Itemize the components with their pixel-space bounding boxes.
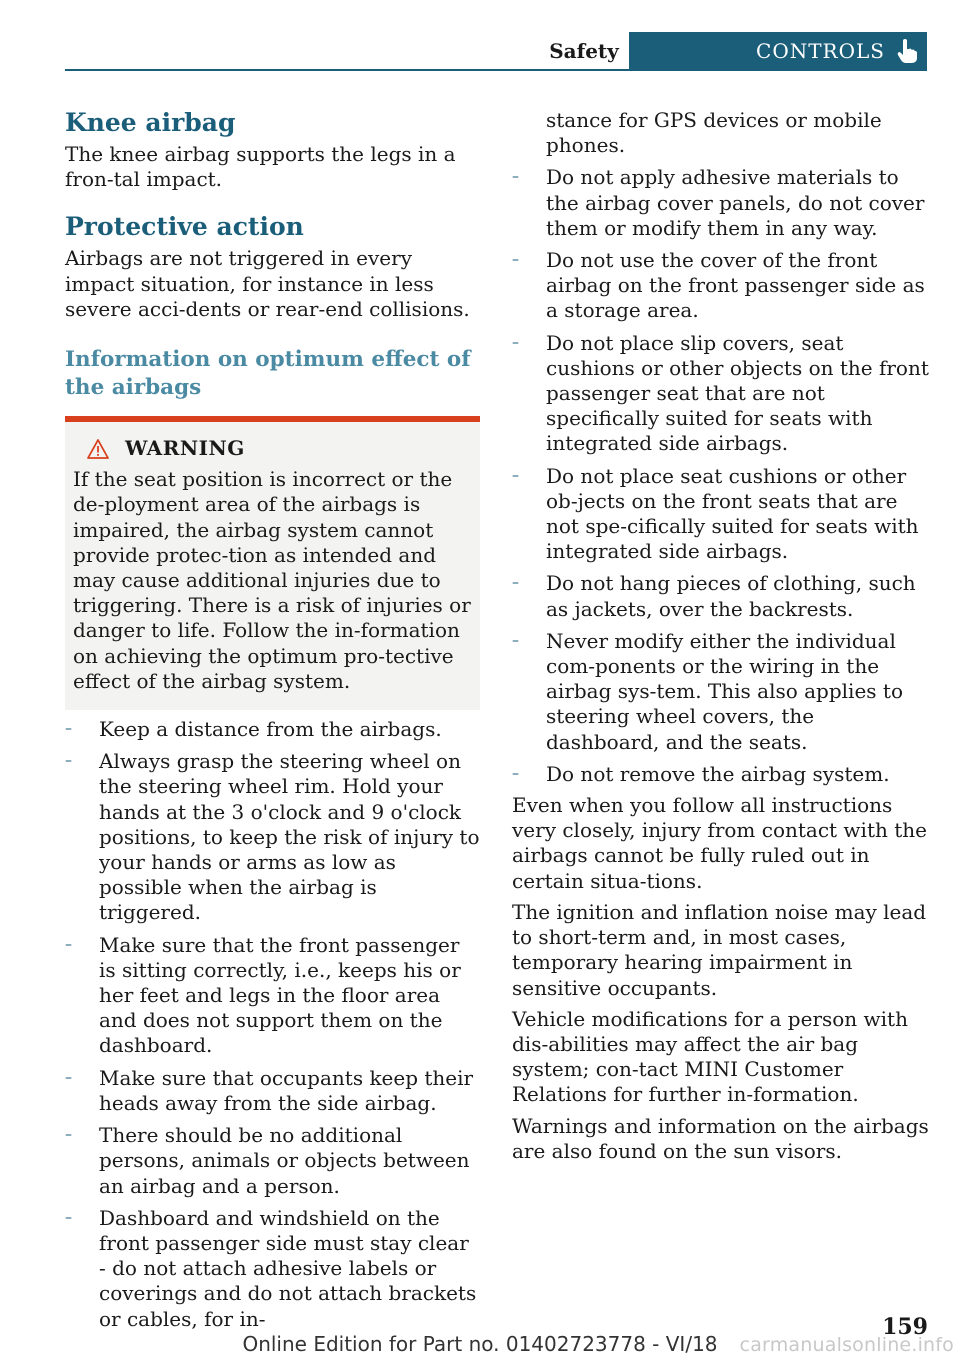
right-column bbox=[512, 100, 930, 1164]
paragraph-noise: The ignition and inflation noise may lead to short-term and, in most cases, temporary hearing impairment in sensitive occupants. bbox=[512, 899, 927, 1000]
list-item: – Keep a distance from the airbags. bbox=[65, 717, 480, 742]
chapter-title: CONTROLS bbox=[756, 39, 885, 63]
list-item: – Never modify either the individual com-ponents or the wiring in the airbag sys-tem. This also applies to steering wheel covers, the dashboard, and the seats. bbox=[512, 629, 930, 755]
footer-watermark: carmanualsonline.info bbox=[739, 1334, 954, 1356]
left-column bbox=[65, 100, 480, 1332]
section-title: Safety bbox=[549, 39, 619, 63]
hand-pointer-icon bbox=[897, 39, 917, 63]
list-item: – Do not hang pieces of clothing, such as jackets, over the backrests. bbox=[512, 571, 930, 621]
right-instruction-list bbox=[512, 165, 930, 787]
list-item: – Dashboard and windshield on the front passenger side must stay clear - do not attach adhesive labels or coverings and do not attach brackets or cables, for in- bbox=[65, 1206, 480, 1332]
list-item: – Do not remove the airbag system. bbox=[512, 762, 930, 787]
paragraph-modifications: Vehicle modifications for a person with dis-abilities may affect the air bag system; con-tact MINI Customer Relations for further in-formation. bbox=[512, 1006, 908, 1107]
list-item: – Make sure that the front passenger is sitting correctly, i.e., keeps his or her feet and legs in the floor area and does not support them on the dashboard. bbox=[65, 933, 480, 1059]
warning-triangle-icon bbox=[87, 439, 109, 459]
warning-label: WARNING bbox=[125, 436, 245, 461]
protective-action-text: Airbags are not triggered in every impact situation, for instance in less severe acci-dents or rear-end collisions. bbox=[65, 246, 470, 321]
list-item-continuation: stance for GPS devices or mobile phones. bbox=[546, 108, 882, 158]
list-item: – Do not place slip covers, seat cushions or other objects on the front passenger seat that are not specifically suited for seats with integrated side airbags. bbox=[512, 331, 930, 457]
warning-title bbox=[73, 436, 472, 461]
optimum-effect-heading: Information on optimum effect of the airbags bbox=[65, 347, 471, 401]
paragraph-injury: Even when you follow all instructions very closely, injury from contact with the airbags cannot be fully ruled out in certain situa-tions. bbox=[512, 793, 927, 893]
footer-edition: Online Edition for Part no. 01402723778 - VI/18 bbox=[242, 1332, 718, 1356]
knee-airbag-heading: Knee airbag bbox=[65, 108, 236, 137]
page-number: 159 bbox=[882, 1314, 928, 1340]
list-item: – Make sure that occupants keep their heads away from the side airbag. bbox=[65, 1066, 480, 1116]
paragraph-sun-visors: Warnings and information on the airbags are also found on the sun visors. bbox=[512, 1113, 929, 1163]
knee-airbag-text: The knee airbag supports the legs in a fron-tal impact. bbox=[65, 142, 456, 192]
warning-box bbox=[65, 416, 480, 710]
list-item: – There should be no additional persons, animals or objects between an airbag and a person. bbox=[65, 1123, 480, 1199]
list-item: – Do not place seat cushions or other ob-jects on the front seats that are not spe-cifically suited for seats with integrated side airbags. bbox=[512, 464, 930, 565]
warning-text: If the seat position is incorrect or the de-ployment area of the airbags is impaired, the airbag system cannot provide protec-tion as intended and may cause additional injuries due to triggering. There is a risk of injuries or danger to life. Follow the in-formation on achieving the optimum pro-tective effect of the airbag system. bbox=[73, 467, 471, 693]
list-item: – Do not apply adhesive materials to the airbag cover panels, do not cover them or modify them in any way. bbox=[512, 165, 930, 241]
protective-action-heading: Protective action bbox=[65, 212, 304, 242]
list-item: – Do not use the cover of the front airbag on the front passenger side as a storage area. bbox=[512, 248, 930, 324]
chapter-tab bbox=[629, 32, 927, 70]
left-instruction-list bbox=[65, 717, 480, 1332]
list-item: – Always grasp the steering wheel on the steering wheel rim. Hold your hands at the 3 o'clock and 9 o'clock positions, to keep the risk of injury to your hands or arms as low as possible when the airbag is triggered. bbox=[65, 749, 480, 925]
